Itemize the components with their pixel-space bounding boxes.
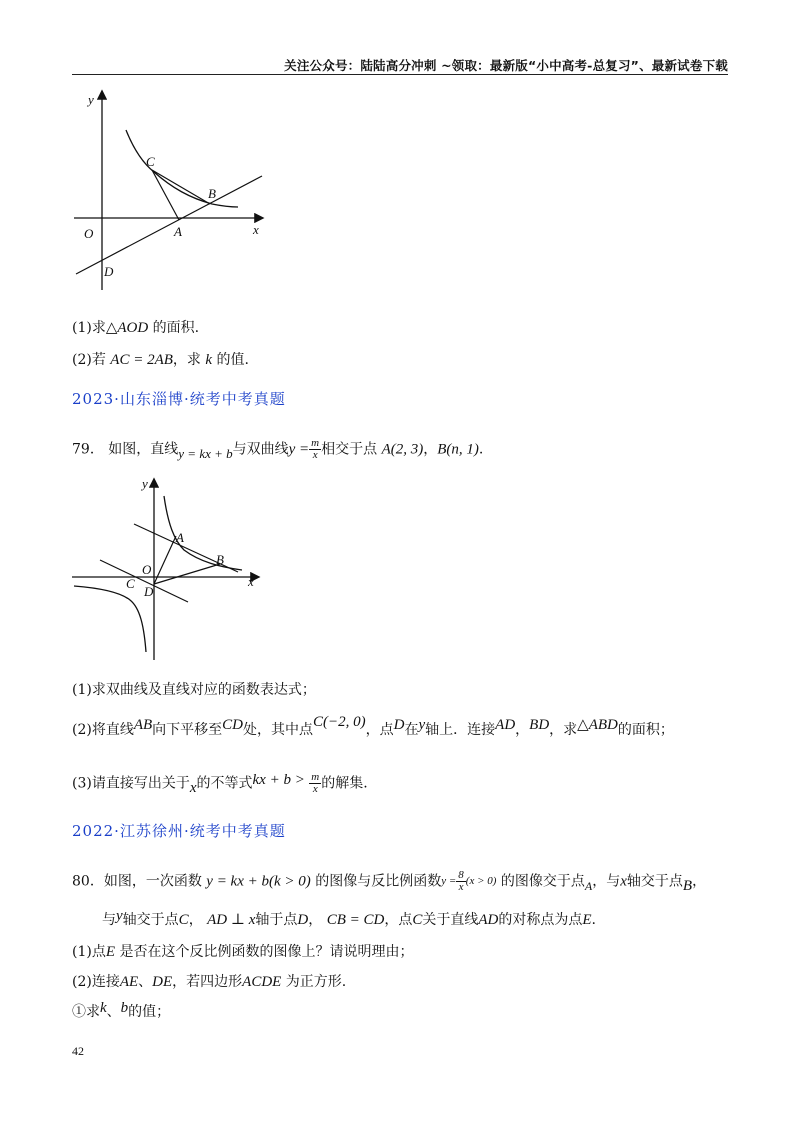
problem-80-question-2-part-1: ①求k、b的值；: [72, 1000, 171, 1020]
fig1-label-A: A: [174, 224, 182, 239]
prev-question-1: (1)求△AOD 的面积.: [72, 320, 200, 336]
problem-79-question-1: (1)求双曲线及直线对应的函数表达式；: [72, 682, 316, 698]
fig2-segment-DB: [154, 564, 220, 584]
problem-79-statement: 79． 如图，直线y = kx + b与双曲线y = $\frac{m}{x}$ 相交于点 A(2, 3)，B(n, 1).: [72, 437, 484, 461]
fig2-label-O: O: [142, 562, 152, 577]
fig2-label-A: A: [176, 530, 184, 545]
page-header: 关注公众号：陆陆高分冲刺 ~领取：最新版“小中高考-总复习”、最新试卷下载: [284, 58, 728, 73]
source-heading-2022: 2022·江苏徐州·统考中考真题: [72, 822, 286, 840]
problem-80-question-2: (2)连接AE、DE，若四边形ACDE 为正方形.: [72, 974, 347, 990]
problem-80-question-1: (1)点E 是否在这个反比例函数的图像上？请说明理由；: [72, 944, 414, 960]
fig2-label-D: D: [144, 584, 154, 599]
fig1-hyperbola: [126, 130, 238, 207]
figure-79-diagram: [70, 474, 270, 664]
problem-80-statement-line-1: 80．如图，一次函数 y = kx + b(k > 0) 的图像与反比例函数y = $\frac{8}{x}$ (x > 0) 的图像交于点A，与x轴交于点B，: [72, 869, 707, 894]
fig2-label-C: C: [126, 576, 135, 591]
fig2-label-B: B: [216, 552, 224, 567]
fig2-label-x: x: [248, 574, 254, 589]
prev-question-2: (2)若 AC = 2AB，求 k 的值.: [72, 352, 249, 368]
problem-80-statement-line-2: 与y轴交于点C， AD ⊥ x轴于点D， CB = CD，点C关于直线AD的对称点为点E.: [102, 908, 596, 928]
fig1-label-C: C: [146, 154, 155, 169]
fig2-label-y: y: [142, 476, 148, 491]
fig1-label-origin: O: [84, 226, 94, 241]
problem-79-question-3: (3)请直接写出关于x的不等式kx + b > $\frac{m}{x}$ 的解集.: [72, 771, 368, 796]
fig1-label-x: x: [253, 222, 259, 237]
source-heading-2023: 2023·山东淄博·统考中考真题: [72, 390, 286, 408]
fig1-label-y: y: [88, 92, 94, 107]
fig1-label-B: B: [208, 186, 216, 201]
fig1-line-DB: [76, 176, 262, 274]
page-number: 42: [72, 1044, 84, 1058]
header-rule: [72, 74, 728, 75]
fig1-label-D: D: [104, 264, 114, 279]
figure-1-diagram: [72, 88, 272, 298]
fig2-hyperbola-branch-2: [74, 586, 146, 652]
problem-79-question-2: (2)将直线AB向下平移至CD处，其中点C(−2, 0)，点D在y轴上．连接AD，BD，求△ABD的面积；: [72, 714, 674, 738]
